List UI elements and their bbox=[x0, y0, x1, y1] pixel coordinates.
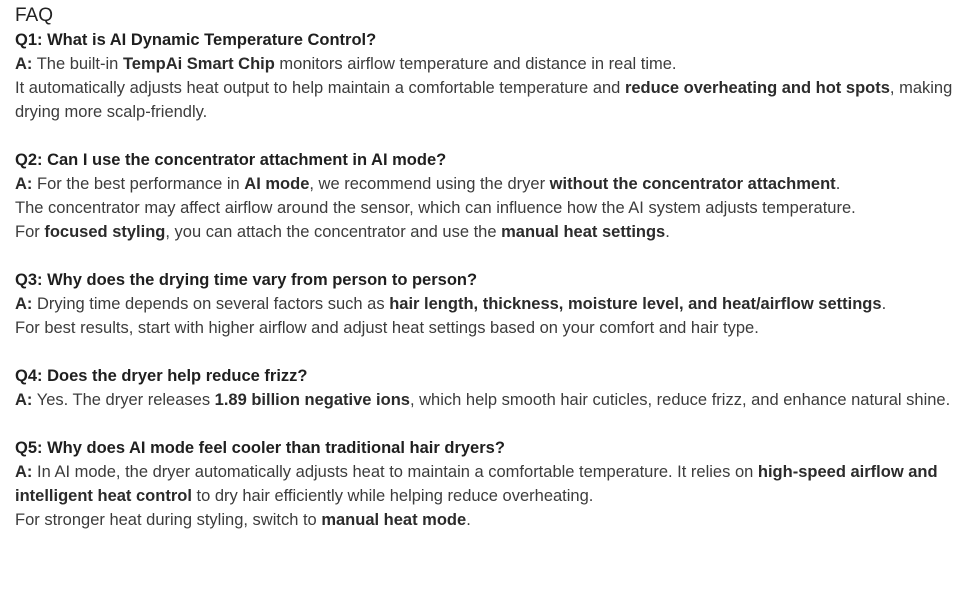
answer-text: For the best performance in bbox=[37, 175, 245, 193]
answer-emphasis: without the concentrator attachment bbox=[549, 175, 836, 193]
answer-text: . bbox=[466, 511, 471, 529]
page-title: FAQ bbox=[15, 5, 54, 26]
answer-text: , which help smooth hair cuticles, reduce frizz, and enhance natural shine. bbox=[409, 391, 951, 409]
answer-emphasis: manual heat mode bbox=[321, 511, 467, 529]
faq-answer-line bbox=[15, 292, 962, 316]
faq-item bbox=[15, 28, 962, 124]
answer-label: A: bbox=[15, 391, 33, 409]
answer-text: , you can attach the concentrator and use the bbox=[165, 223, 502, 241]
faq-answer-line bbox=[15, 76, 962, 124]
faq-question: Q4: Does the dryer help reduce frizz? bbox=[15, 367, 308, 385]
faq-answer-line bbox=[15, 172, 962, 196]
answer-emphasis: hair length, thickness, moisture level, and heat/airflow settings bbox=[389, 295, 882, 313]
answer-text: monitors airflow temperature and distance in real time. bbox=[274, 55, 677, 73]
faq-answer-line bbox=[15, 460, 962, 508]
answer-text: The concentrator may affect airflow around the sensor, which can influence how the AI system adjusts temperature. bbox=[15, 199, 856, 217]
faq-answer-line bbox=[15, 52, 962, 76]
answer-emphasis: TempAi Smart Chip bbox=[122, 55, 275, 73]
faq-answer-line bbox=[15, 316, 962, 340]
answer-label: A: bbox=[15, 55, 33, 73]
answer-label: A: bbox=[15, 463, 33, 481]
answer-emphasis: focused styling bbox=[44, 223, 166, 241]
answer-emphasis: reduce overheating and hot spots bbox=[624, 79, 890, 97]
answer-emphasis: manual heat settings bbox=[501, 223, 666, 241]
faq-question: Q5: Why does AI mode feel cooler than traditional hair dryers? bbox=[15, 439, 505, 457]
faq-item bbox=[15, 364, 962, 412]
answer-label: A: bbox=[15, 175, 33, 193]
answer-emphasis: high-speed airflow and intelligent heat control bbox=[15, 463, 938, 505]
faq-answer-line bbox=[15, 388, 962, 412]
answer-emphasis: 1.89 billion negative ions bbox=[214, 391, 410, 409]
answer-text: , making drying more scalp-friendly. bbox=[15, 79, 953, 121]
answer-text: For best results, start with higher airflow and adjust heat settings based on your comfort and hair type. bbox=[15, 319, 759, 337]
answer-label: A: bbox=[15, 295, 33, 313]
answer-text: For stronger heat during styling, switch to bbox=[15, 511, 322, 529]
answer-text: to dry hair efficiently while helping reduce overheating. bbox=[191, 487, 594, 505]
faq-item bbox=[15, 436, 962, 532]
answer-text: Yes. The dryer releases bbox=[36, 391, 215, 409]
answer-text: In AI mode, the dryer automatically adjusts heat to maintain a comfortable temperature. It relies on bbox=[37, 463, 758, 481]
faq-answer-line bbox=[15, 196, 962, 220]
answer-text: . bbox=[881, 295, 887, 313]
faq-answer-line bbox=[15, 508, 962, 532]
answer-emphasis: AI mode bbox=[244, 175, 310, 193]
faq-item bbox=[15, 148, 962, 244]
faq-answer-line bbox=[15, 220, 962, 244]
answer-text: . bbox=[665, 223, 670, 241]
answer-text: , we recommend using the dryer bbox=[309, 175, 550, 193]
faq-question: Q3: Why does the drying time vary from person to person? bbox=[15, 271, 478, 289]
faq-question: Q1: What is AI Dynamic Temperature Control? bbox=[15, 31, 377, 49]
answer-text: The built-in bbox=[36, 55, 123, 73]
faq-item bbox=[15, 268, 962, 340]
answer-text: . bbox=[835, 175, 841, 193]
answer-text: It automatically adjusts heat output to help maintain a comfortable temperature and bbox=[15, 79, 625, 97]
faq-list bbox=[15, 28, 962, 532]
answer-text: For bbox=[15, 223, 45, 241]
faq-question: Q2: Can I use the concentrator attachment in AI mode? bbox=[15, 151, 447, 169]
answer-text: Drying time depends on several factors such as bbox=[37, 295, 390, 313]
